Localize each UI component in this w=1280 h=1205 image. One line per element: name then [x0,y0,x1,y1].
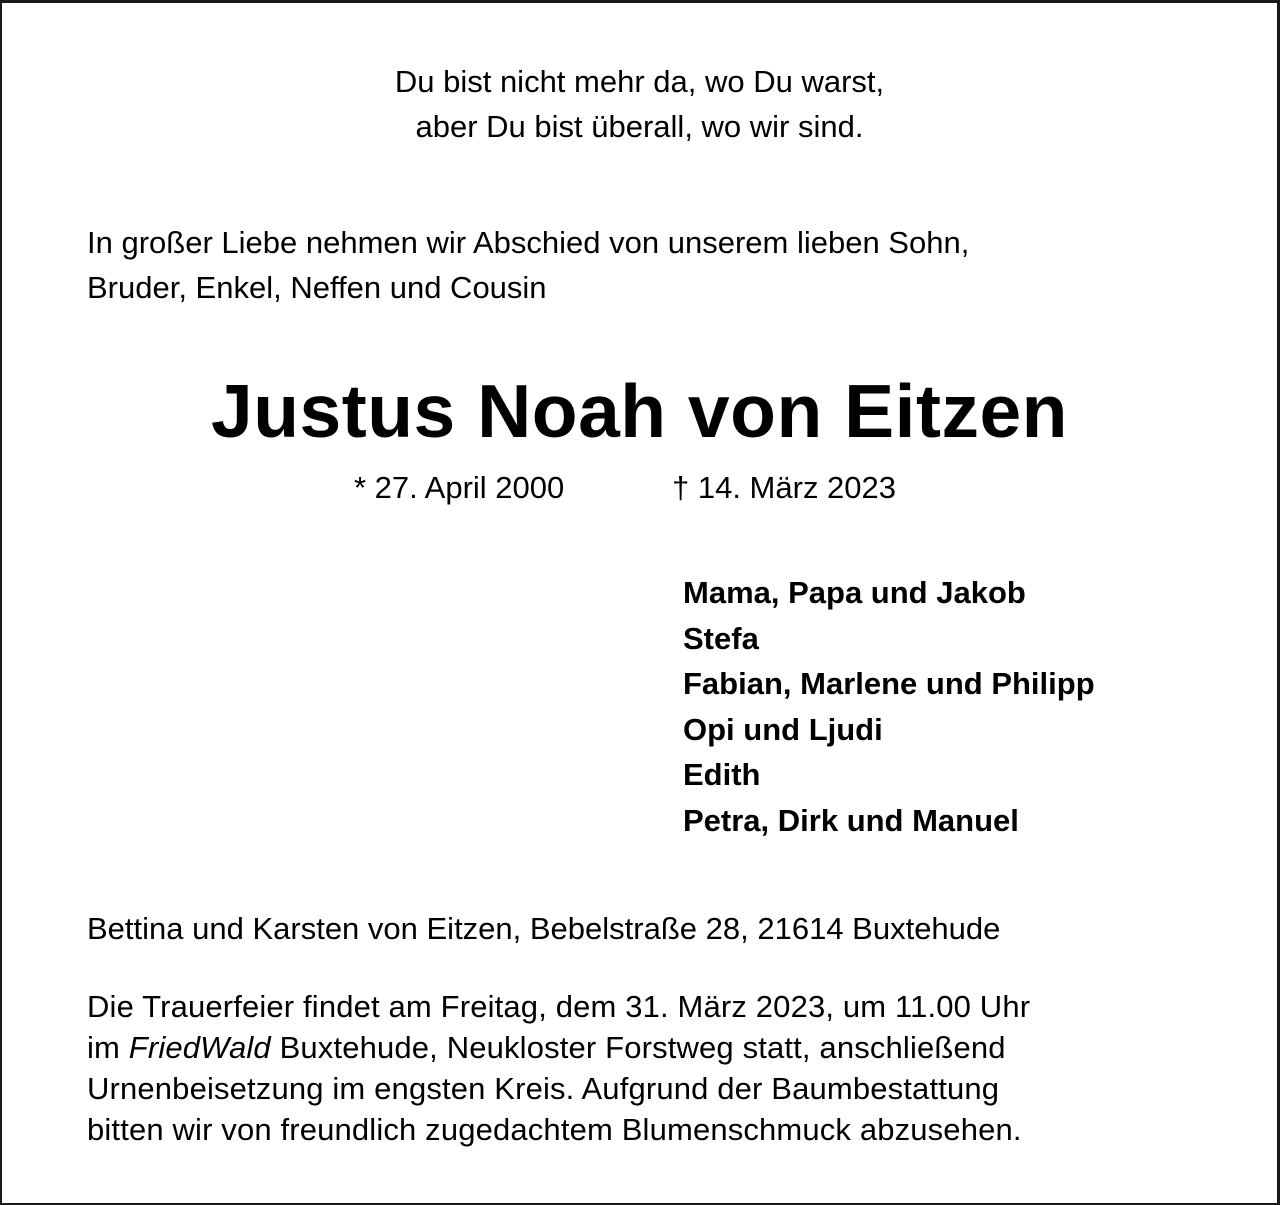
ceremony-line-4: bitten wir von freundlich zugedachtem Blumenschmuck abzusehen. [87,1112,1022,1147]
motto-line-1: Du bist nicht mehr da, wo Du warst, [394,64,885,99]
friedwald-name: FriedWald [128,1030,271,1065]
family-address: Bettina und Karsten von Eitzen, Bebelstraße 28, 21614 Buxtehude [87,911,1001,946]
motto-line-2: aber Du bist überall, wo wir sind. [415,109,864,144]
mourner-entry: Edith [683,757,761,792]
mourner-entry: Fabian, Marlene und Philipp [683,666,1095,701]
mourner-entry: Opi und Ljudi [683,711,883,747]
intro-line-2: Bruder, Enkel, Neffen und Cousin [87,270,547,305]
mourner-entry: Stefa [683,620,759,656]
birth-date: * 27. April 2000 [354,470,565,505]
ceremony-line-2 [87,1027,1030,1068]
ceremony-line-2-prefix: im [87,1030,129,1065]
intro-line-1: In großer Liebe nehmen wir Abschied von unserem lieben Sohn, [87,225,970,260]
ceremony-line-2-suffix: Buxtehude, Neukloster Forstweg statt, anschließend [270,1030,1006,1065]
deceased-name: Justus Noah von Eitzen [211,369,1068,453]
ceremony-details [87,986,1030,1150]
mourners-list [683,570,1095,843]
death-date: † 14. März 2023 [672,470,897,505]
mourner-entry: Petra, Dirk und Manuel [683,802,1019,838]
ceremony-line-1: Die Trauerfeier findet am Freitag, dem 31. März 2023, um 11.00 Uhr [87,989,1031,1024]
mourner-entry: Mama, Papa und Jakob [683,575,1026,610]
ceremony-line-3: Urnenbeisetzung im engsten Kreis. Aufgrund der Baumbestattung [87,1071,1000,1106]
